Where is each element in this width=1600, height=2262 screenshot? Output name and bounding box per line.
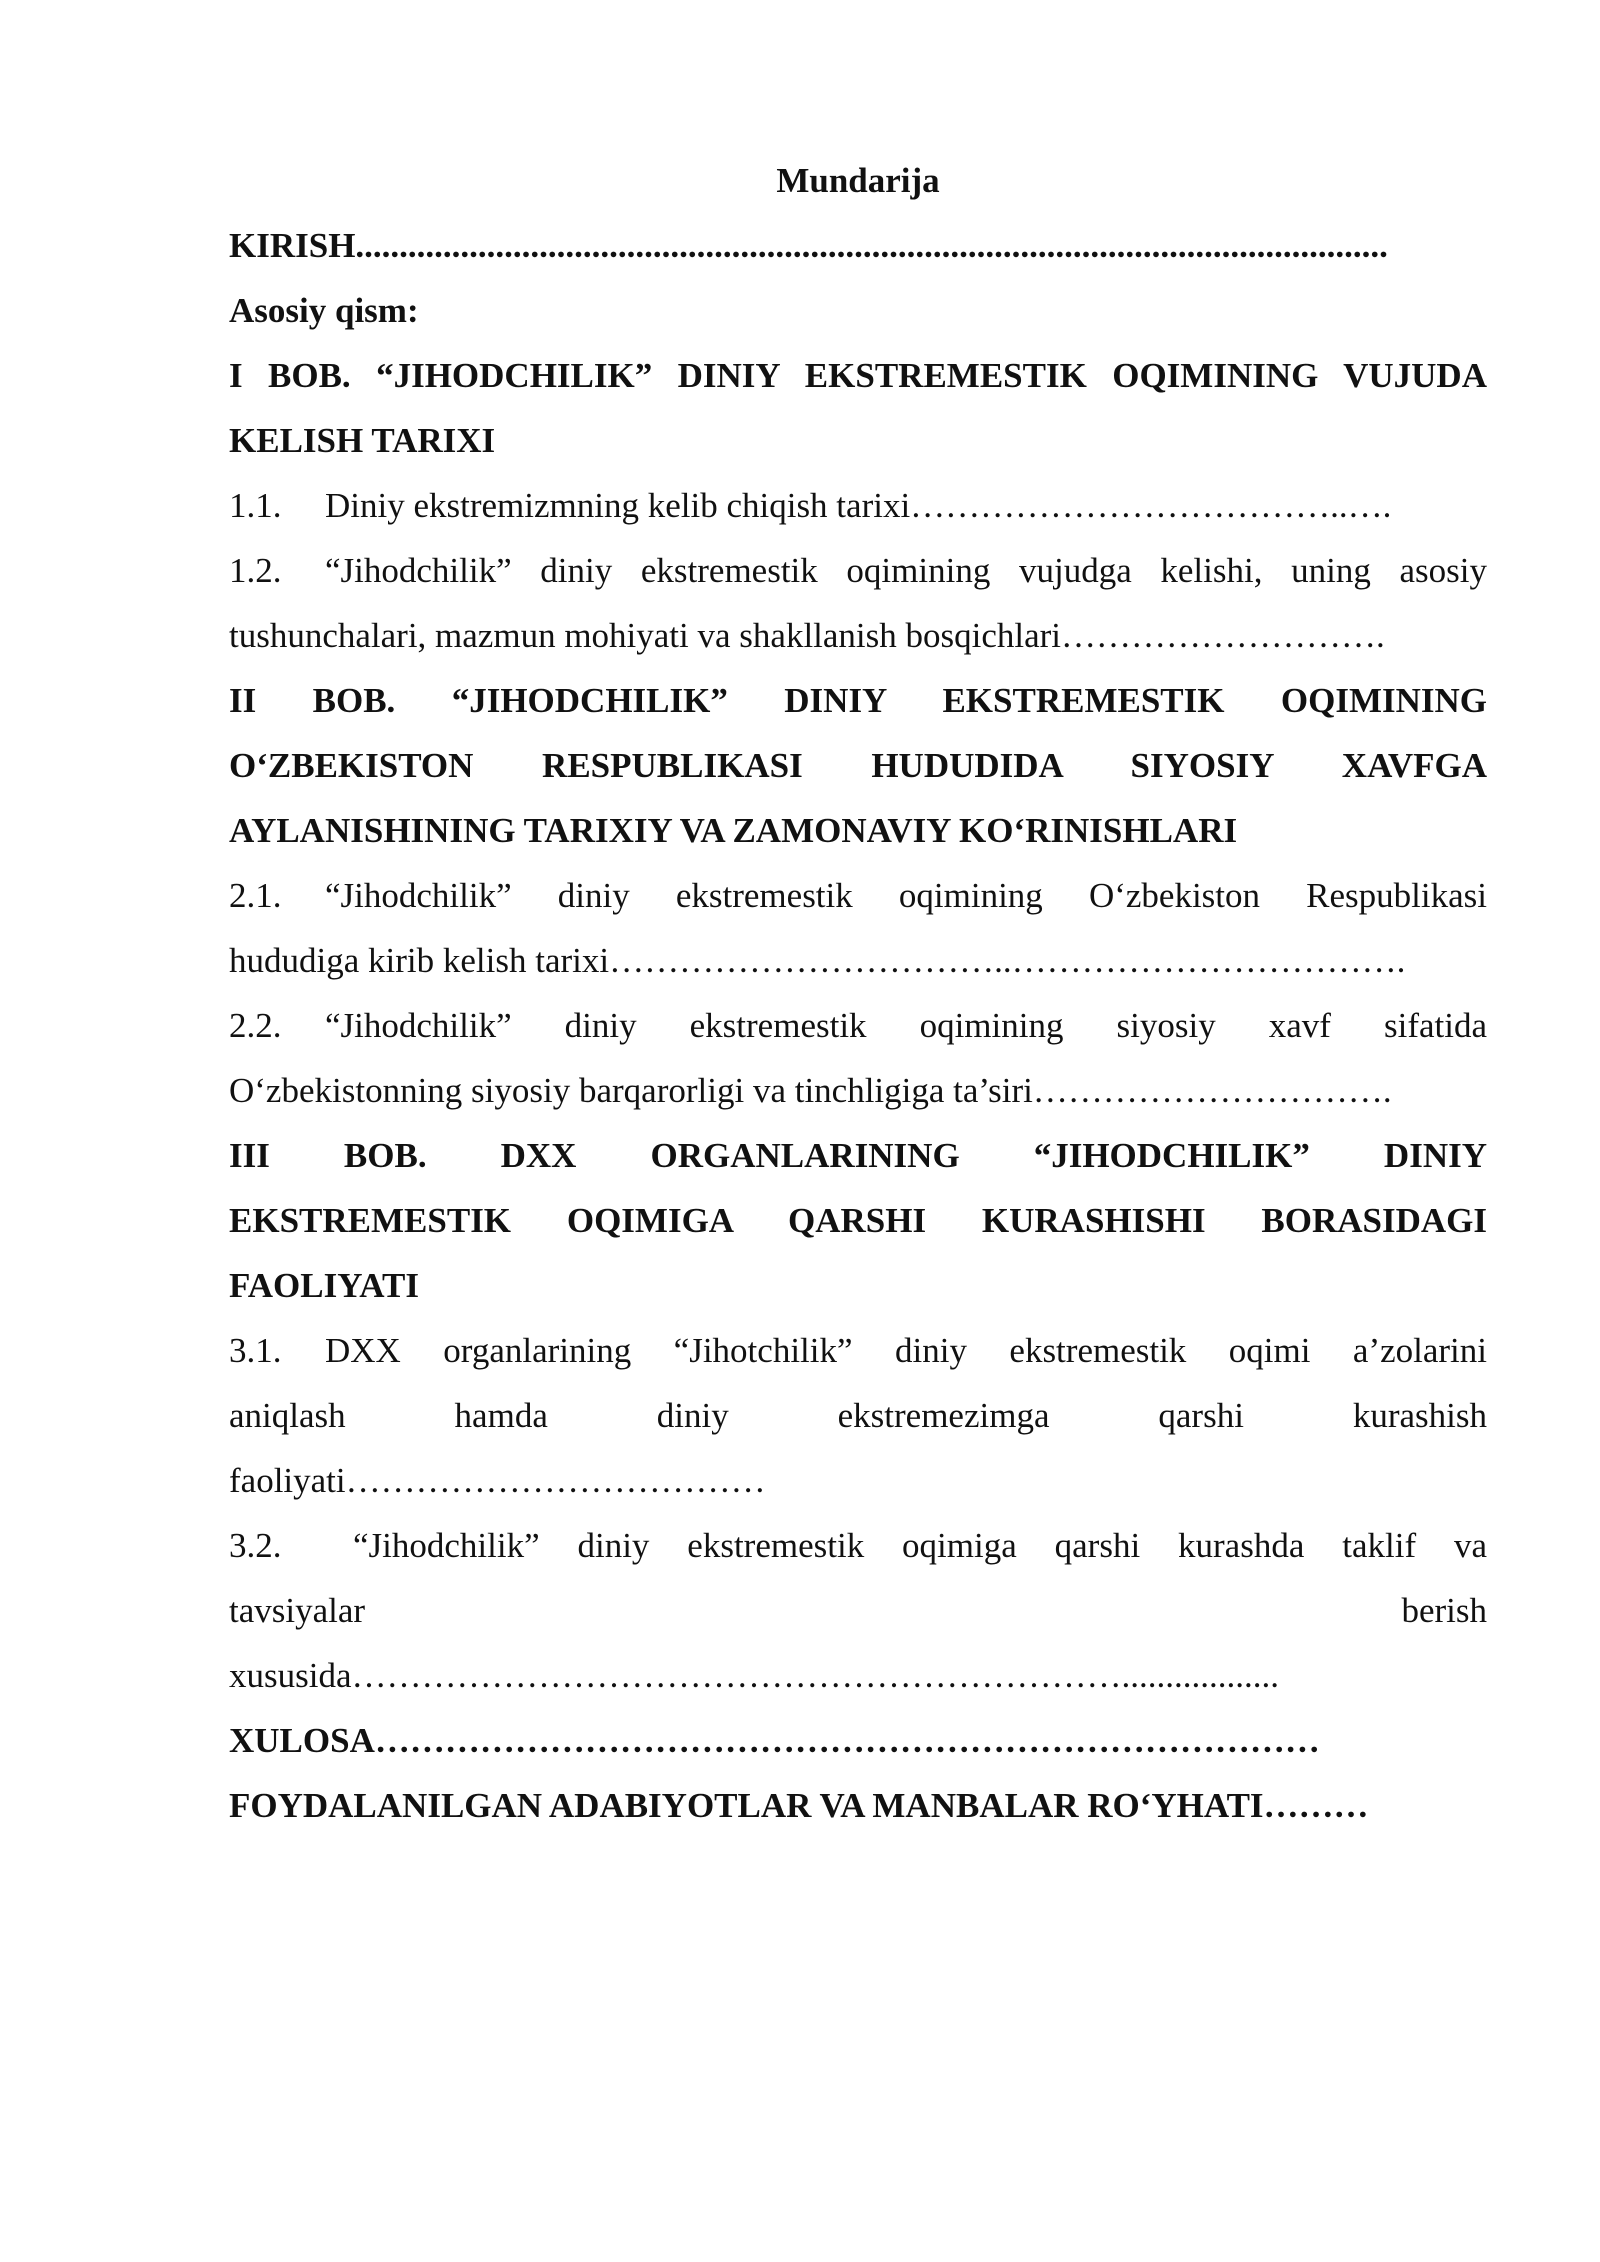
subsection-title-line-1: “Jihodchilik” diniy ekstremestik oqimining siyosiy xavf sifatida: [325, 1006, 1487, 1045]
subsection-title-line-1: DXX organlarining “Jihotchilik” diniy ekstremestik oqimi a’zolarini: [325, 1331, 1487, 1370]
chapter-1-title-line-1: I BOB. “JIHODCHILIK” DINIY EKSTREMESTIK OQIMINING VUJUDA: [229, 356, 1487, 395]
toc-chapter-3: [229, 1123, 1487, 1318]
toc-subsection-3-1: [229, 1318, 1487, 1513]
page-title: Mundarija: [776, 161, 940, 200]
subsection-title-line-3: xususida…………………………………………………………..................: [229, 1656, 1279, 1695]
subsection-number: 2.2.: [229, 1006, 282, 1045]
subsection-title-line-2: hududiga kirib kelish tarixi……………………………..…………………………….: [229, 941, 1406, 980]
subsection-title-line-2: tavsiyalar berish: [229, 1591, 1487, 1630]
subsection-title-line-2: tushunchalari, mazmun mohiyati va shakllanish bosqichlari……………………….: [229, 616, 1385, 655]
toc-entry-xulosa: XULOSA………………………………………………………………………: [229, 1721, 1320, 1760]
toc-subsection-2-2: [229, 993, 1487, 1123]
chapter-2-title-line-2: O‘ZBEKISTON RESPUBLIKASI HUDUDIDA SIYOSIY XAVFGA: [229, 746, 1487, 785]
subsection-title-line-1: “Jihodchilik” diniy ekstremestik oqimining O‘zbekiston Respublikasi: [325, 876, 1487, 915]
subsection-number: 1.2.: [229, 551, 282, 590]
toc-subsection-2-1: [229, 863, 1487, 993]
subsection-title-line-3: faoliyati………………………………: [229, 1461, 766, 1500]
chapter-2-title-line-1: II BOB. “JIHODCHILIK” DINIY EKSTREMESTIK OQIMINING: [229, 681, 1487, 720]
chapter-3-title-line-3: FAOLIYATI: [229, 1266, 419, 1305]
subsection-title-line-1: “Jihodchilik” diniy ekstremestik oqimining vujudga kelishi, uning asosiy: [325, 551, 1487, 590]
table-of-contents: [229, 148, 1487, 1838]
toc-section-label-asosiy: Asosiy qism:: [229, 291, 419, 330]
toc-subsection-1-2: [229, 538, 1487, 668]
toc-subsection-1-1: [229, 473, 1487, 538]
toc-chapter-2: [229, 668, 1487, 863]
subsection-number: 3.2.: [229, 1526, 282, 1565]
chapter-3-title-line-2: EKSTREMESTIK OQIMIGA QARSHI KURASHISHI BORASIDAGI: [229, 1201, 1487, 1240]
toc-entry-kirish: KIRISH......................................................................................................................: [229, 226, 1388, 265]
toc-chapter-1: [229, 343, 1487, 473]
subsection-title: Diniy ekstremizmning kelib chiqish tarixi………………………………..….: [325, 486, 1392, 525]
subsection-title-line-2: O‘zbekistonning siyosiy barqarorligi va tinchligiga ta’siri………………………….: [229, 1071, 1392, 1110]
subsection-number: 3.1.: [229, 1331, 282, 1370]
subsection-title-line-2: aniqlash hamda diniy ekstremezimga qarshi kurashish: [229, 1396, 1487, 1435]
chapter-3-title-line-1: III BOB. DXX ORGANLARINING “JIHODCHILIK” DINIY: [229, 1136, 1487, 1175]
chapter-2-title-line-3: AYLANISHINING TARIXIY VA ZAMONAVIY KO‘RINISHLARI: [229, 811, 1238, 850]
toc-entry-references: FOYDALANILGAN ADABIYOTLAR VA MANBALAR RO‘YHATI………: [229, 1786, 1369, 1825]
chapter-1-title-line-2: KELISH TARIXI: [229, 421, 496, 460]
subsection-title-line-1: “Jihodchilik” diniy ekstremestik oqimiga qarshi kurashda taklif va: [353, 1526, 1487, 1565]
toc-subsection-3-2: [229, 1513, 1487, 1708]
subsection-number: 1.1.: [229, 486, 282, 525]
subsection-number: 2.1.: [229, 876, 282, 915]
